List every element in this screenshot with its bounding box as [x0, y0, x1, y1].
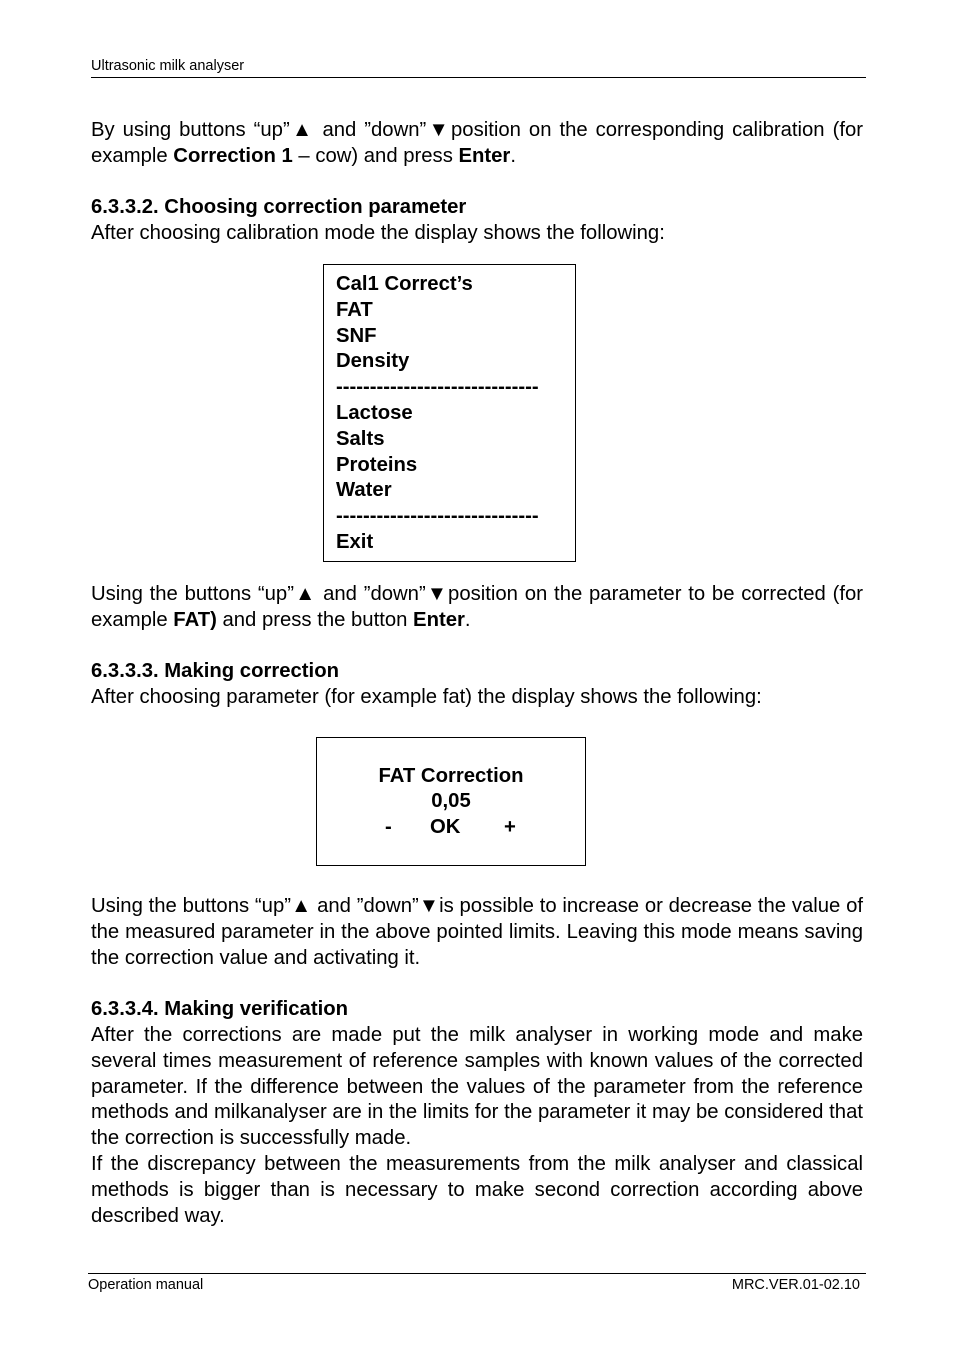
display-menu-item: Lactose — [336, 401, 413, 424]
display-menu-item: FAT — [336, 298, 373, 321]
display-menu-item: Density — [336, 350, 410, 373]
section-intro-6332: After choosing calibration mode the display shows the following: — [91, 222, 665, 244]
footer-divider — [88, 1273, 866, 1274]
section-heading-6334: 6.3.3.4. Making verification — [91, 998, 348, 1020]
display-menu-item: Salts — [336, 427, 385, 450]
section-heading-6332: 6.3.3.2. Choosing correction parameter — [91, 196, 467, 218]
display-menu-separator: ------------------------------ — [336, 505, 539, 528]
section-heading-6333: 6.3.3.3. Making correction — [91, 660, 339, 682]
parameter-paragraph — [91, 582, 863, 634]
section-intro-6333: After choosing parameter (for example fat) the display shows the following: — [91, 686, 762, 708]
bold-span: Correction 1 — [173, 144, 293, 167]
display-correction-value: 0,05 — [431, 790, 471, 812]
header-divider — [91, 77, 866, 78]
display-menu-item: Exit — [336, 530, 374, 553]
bold-span: Enter — [458, 144, 511, 167]
display-plus-control: + — [504, 816, 516, 838]
bold-span: Enter — [413, 608, 465, 631]
display-menu-item: Proteins — [336, 453, 418, 476]
footer-document-code: MRC.VER.01-02.10 — [731, 1277, 860, 1293]
footer-manual-title: Operation manual — [88, 1277, 204, 1293]
text-span: Using the buttons “up”▲ and ”down”▼position on the parameter to be corrected (for example — [91, 583, 863, 631]
text-span: . — [510, 144, 516, 167]
text-span: and press the button — [216, 608, 414, 631]
discrepancy-paragraph: If the discrepancy between the measurements from the milk analyser and classical methods is bigger than is necessary to make second correction according above described way. — [91, 1153, 863, 1227]
display-minus-control: - — [385, 816, 392, 838]
display-menu-item: SNF — [336, 324, 377, 347]
display-calibration-menu — [323, 264, 576, 562]
text-span: By using buttons “up”▲ and ”down”▼position on the corresponding calibration (for example — [91, 119, 863, 167]
display-fat-correction — [316, 737, 586, 866]
page-header-title: Ultrasonic milk analyser — [91, 58, 245, 74]
display-menu-separator: ------------------------------ — [336, 376, 539, 399]
display-ok-control: OK — [430, 816, 461, 838]
display-menu-item: Cal1 Correct’s — [336, 273, 473, 295]
display-correction-title: FAT Correction — [378, 765, 524, 787]
display-menu-item: Water — [336, 479, 392, 502]
intro-paragraph — [91, 118, 863, 170]
verification-paragraph: After the corrections are made put the milk analyser in working mode and make several times measurement of reference samples with known values of the corrected parameter. If the difference between the values of the parameter from the reference methods and milkanalyser are in the limits for the parameter it may be considered that the correction is successfully made. — [91, 1024, 863, 1150]
display-menu-list — [336, 272, 539, 556]
adjust-paragraph: Using the buttons “up”▲ and ”down”▼is possible to increase or decrease the value of the measured parameter in the above pointed limits. Leaving this mode means saving the correction value and activating it. — [91, 895, 863, 969]
bold-span: FAT) — [173, 608, 217, 631]
text-span: – cow) and press — [292, 144, 459, 167]
text-span: . — [464, 608, 471, 631]
